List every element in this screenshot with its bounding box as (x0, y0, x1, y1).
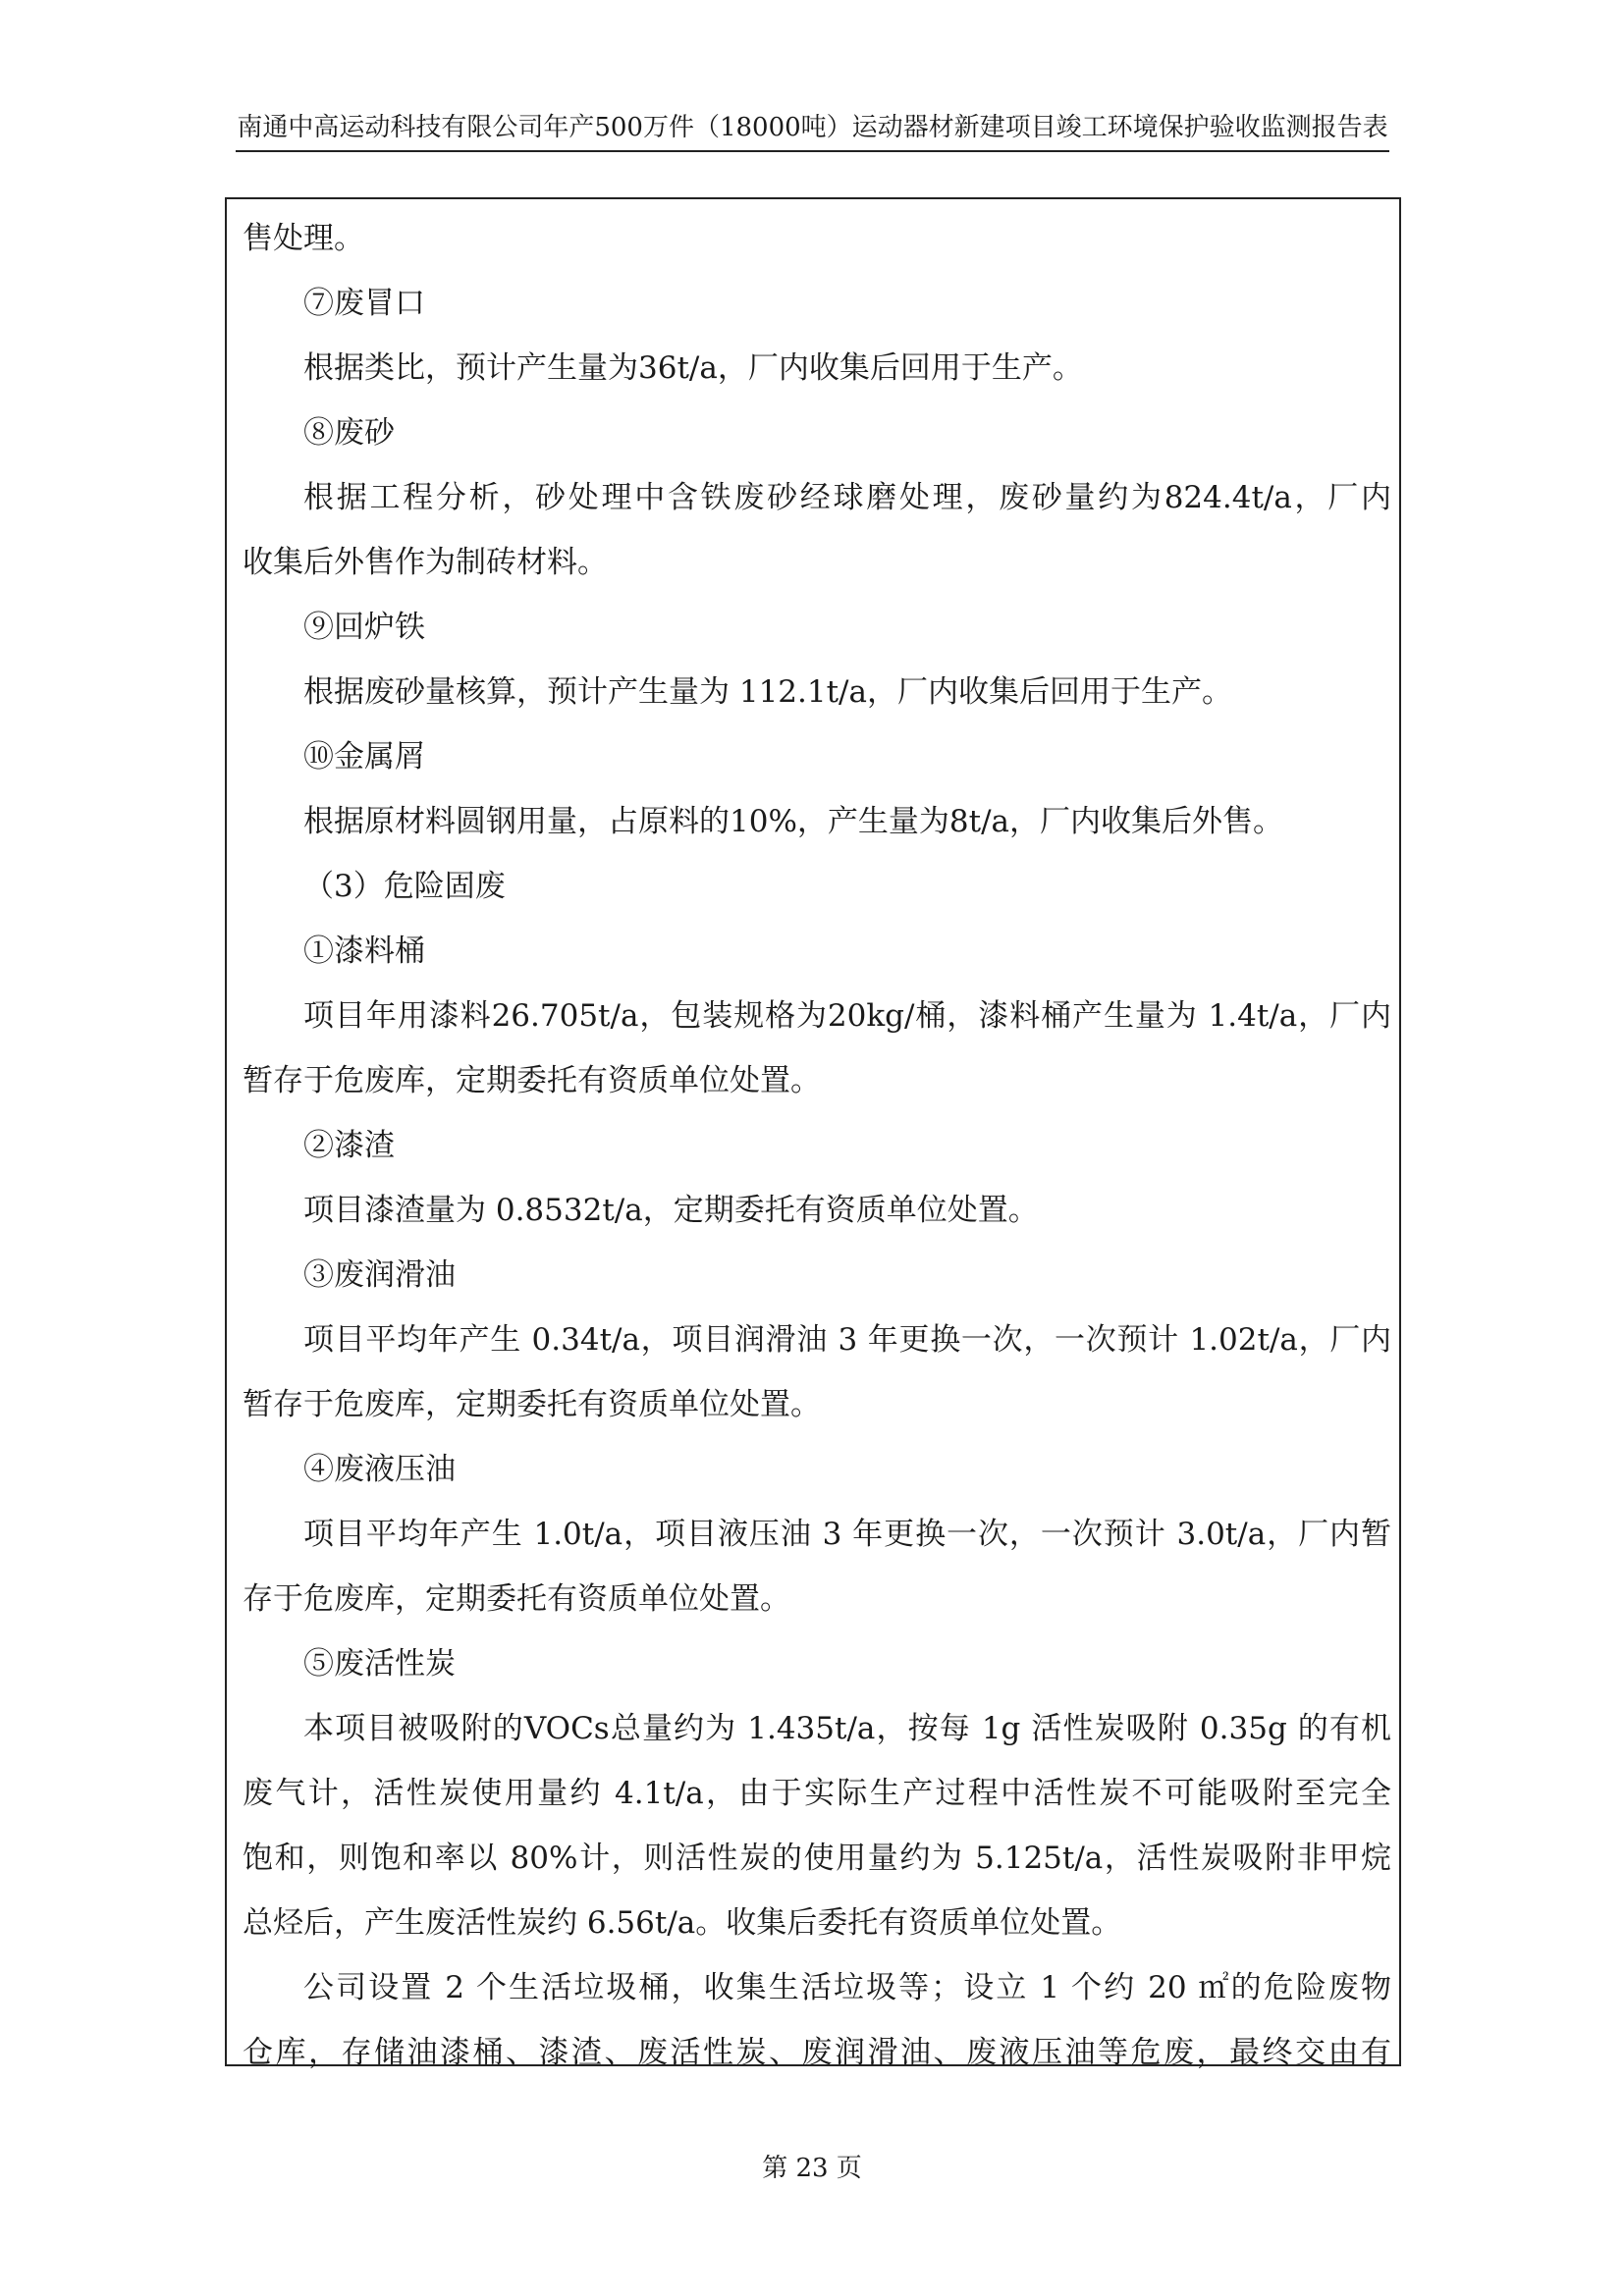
body-line: ④废液压油 (303, 1452, 456, 1487)
body-line: （3）危险固废 (303, 869, 506, 904)
body-line: 项目平均年产生 1.0t/a，项目液压油 3 年更换一次，一次预计 3.0t/a，厂内暂 (303, 1517, 1391, 1552)
body-line: 本项目被吸附的VOCs总量约为 1.435t/a，按每 1g 活性炭吸附 0.35g 的有机 (303, 1711, 1391, 1746)
report-header: 南通中高运动科技有限公司年产500万件（18000吨）运动器材新建项目竣工环境保护验收监测报告表 (237, 113, 1388, 142)
body-line: ⑨回炉铁 (303, 610, 425, 645)
body-line: 暂存于危废库，定期委托有资质单位处置。 (243, 1387, 821, 1422)
body-line: 存于危废库，定期委托有资质单位处置。 (243, 1581, 790, 1617)
body-line: 饱和，则饱和率以 80%计，则活性炭的使用量约为 5.125t/a，活性炭吸附非甲烷 (243, 1841, 1391, 1876)
body-line: ⑤废活性炭 (303, 1646, 456, 1682)
body-line: ②漆渣 (303, 1128, 395, 1163)
body-line: ⑧废砂 (303, 415, 395, 451)
body-line: ⑦废冒口 (303, 286, 425, 321)
body-line: 暂存于危废库，定期委托有资质单位处置。 (243, 1063, 821, 1098)
body-line: ⑩金属屑 (303, 739, 425, 774)
body-line: 项目漆渣量为 0.8532t/a，定期委托有资质单位处置。 (303, 1193, 1039, 1228)
body-line: 售处理。 (243, 221, 364, 256)
body-line: 根据类比，预计产生量为36t/a，厂内收集后回用于生产。 (303, 350, 1083, 386)
body-line: 项目平均年产生 0.34t/a，项目润滑油 3 年更换一次，一次预计 1.02t/a，厂内 (303, 1322, 1391, 1358)
body-line: 废气计，活性炭使用量约 4.1t/a，由于实际生产过程中活性炭不可能吸附至完全 (243, 1776, 1391, 1811)
report-body (243, 206, 1391, 2085)
body-line: ③废润滑油 (303, 1257, 456, 1293)
page-number: 第 23 页 (762, 2154, 862, 2183)
body-line: 总烃后，产生废活性炭约 6.56t/a。收集后委托有资质单位处置。 (243, 1905, 1122, 1941)
body-line: 根据废砂量核算，预计产生量为 112.1t/a，厂内收集后回用于生产。 (303, 674, 1232, 710)
body-line: 收集后外售作为制砖材料。 (243, 545, 608, 580)
body-line: 项目年用漆料26.705t/a，包装规格为20kg/桶，漆料桶产生量为 1.4t/a，厂内 (303, 998, 1391, 1034)
body-line: 根据工程分析，砂处理中含铁废砂经球磨处理，废砂量约为824.4t/a，厂内 (303, 480, 1391, 515)
body-line: ①漆料桶 (303, 934, 425, 969)
body-line: 公司设置 2 个生活垃圾桶，收集生活垃圾等；设立 1 个约 20 ㎡的危险废物 (303, 1970, 1391, 2005)
body-line: 根据原材料圆钢用量，占原料的10%，产生量为8t/a，厂内收集后外售。 (303, 804, 1284, 839)
header-rule (236, 150, 1389, 152)
body-line: 仓库，存储油漆桶、漆渣、废活性炭、废润滑油、废液压油等危废，最终交由有 (243, 2035, 1391, 2070)
